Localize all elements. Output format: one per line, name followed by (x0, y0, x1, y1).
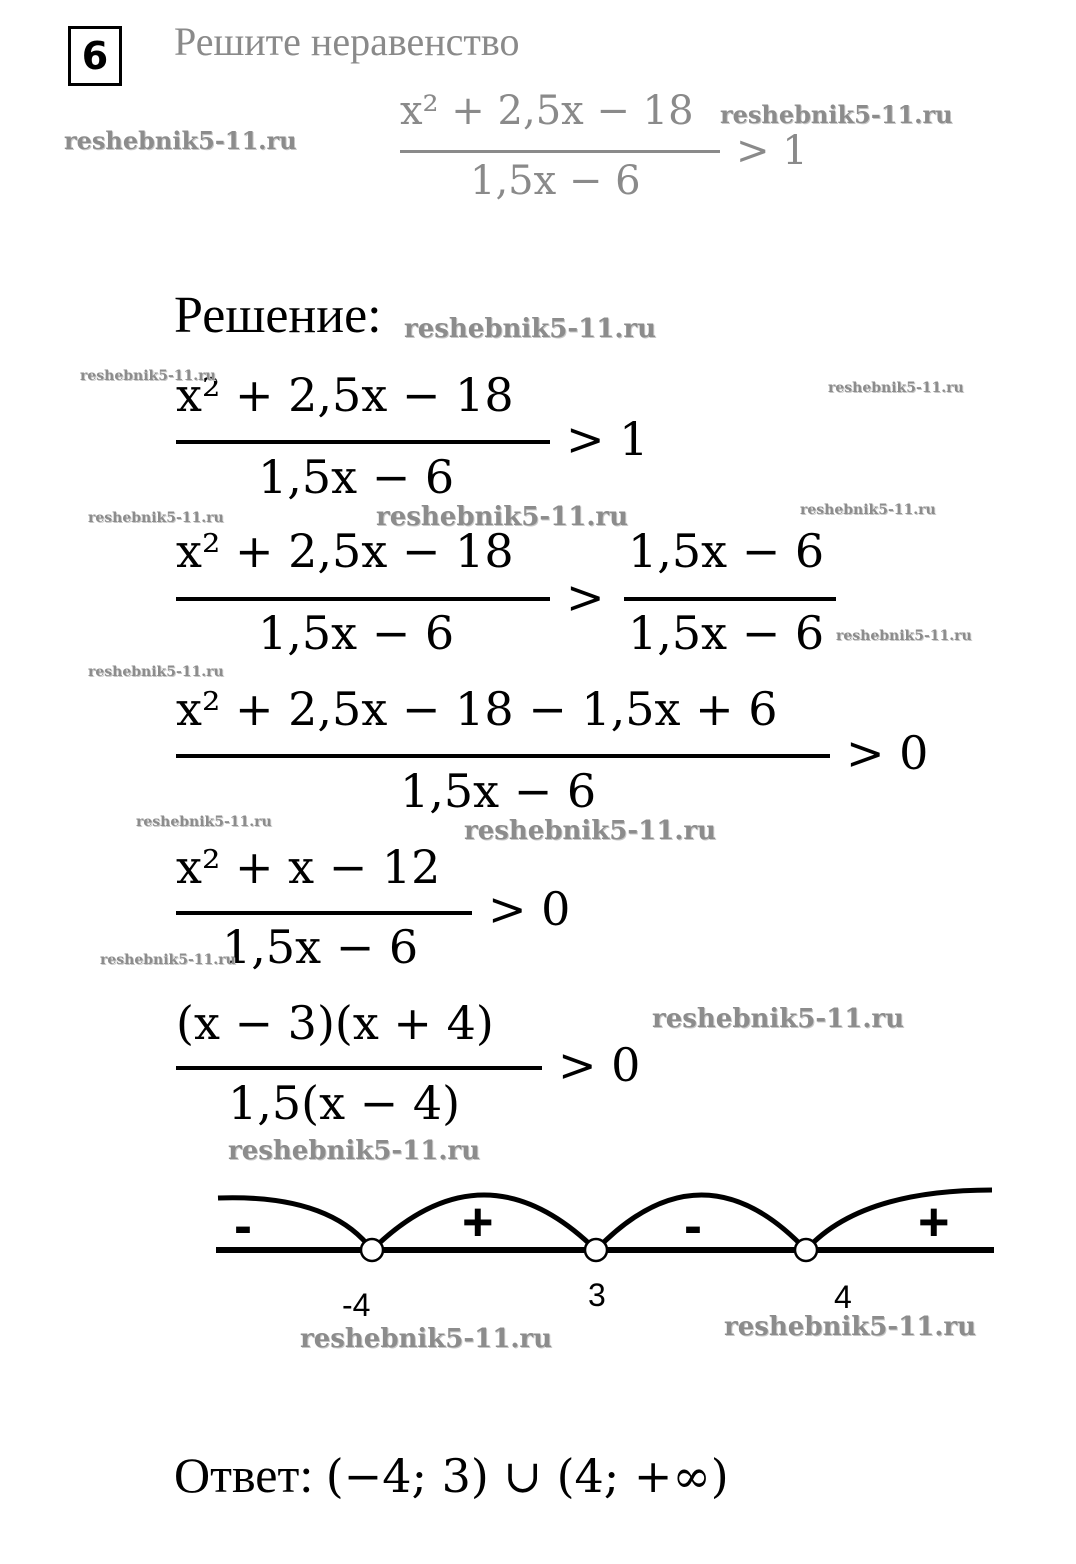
watermark: reshebnik5-11.ru (228, 1136, 481, 1166)
step4-numerator: x² + x − 12 (176, 840, 441, 894)
answer-line (174, 1446, 729, 1504)
step3-fraction-line (176, 754, 830, 758)
watermark: reshebnik5-11.ru (64, 126, 297, 155)
sign-arc-4 (806, 1190, 992, 1250)
step1-relation: > 1 (566, 412, 649, 466)
step5-numerator: (x − 3)(x + 4) (176, 996, 494, 1050)
step2-right-denominator: 1,5x − 6 (628, 606, 825, 660)
step4-relation: > 0 (488, 882, 571, 936)
watermark: reshebnik5-11.ru (300, 1324, 553, 1354)
point-open-3 (795, 1239, 817, 1261)
step1-numerator: x² + 2,5x − 18 (176, 368, 514, 422)
step1-fraction-line (176, 440, 550, 444)
step1-denominator: 1,5x − 6 (258, 450, 455, 504)
step4-fraction-line (176, 911, 472, 915)
step5-relation: > 0 (558, 1038, 641, 1092)
step3-denominator: 1,5x − 6 (400, 764, 597, 818)
sign-2: + (462, 1192, 494, 1252)
sign-3: - (684, 1196, 702, 1256)
task-number-box (68, 26, 122, 86)
sign-1: - (234, 1196, 252, 1256)
step2-relation: > (566, 570, 605, 624)
watermark: reshebnik5-11.ru (80, 368, 216, 384)
watermark: reshebnik5-11.ru (376, 502, 629, 532)
watermark: reshebnik5-11.ru (836, 628, 972, 644)
answer-value: (−4; 3) ∪ (4; +∞) (325, 1449, 729, 1503)
watermark: reshebnik5-11.ru (88, 510, 224, 526)
step2-right-numerator: 1,5x − 6 (628, 524, 825, 578)
point-open-2 (585, 1239, 607, 1261)
step3-numerator: x² + 2,5x − 18 − 1,5x + 6 (176, 682, 778, 736)
watermark: reshebnik5-11.ru (800, 502, 936, 518)
step2-fraction-line (176, 597, 550, 601)
step3-relation: > 0 (846, 726, 929, 780)
watermark: reshebnik5-11.ru (720, 100, 953, 129)
watermark: reshebnik5-11.ru (464, 816, 717, 846)
task-number: 6 (81, 34, 109, 78)
watermark: reshebnik5-11.ru (652, 1004, 905, 1034)
watermark: reshebnik5-11.ru (724, 1312, 977, 1342)
step2-numerator: x² + 2,5x − 18 (176, 524, 514, 578)
sign-4: + (918, 1192, 950, 1252)
step2-right-fraction-line (624, 597, 836, 601)
task-denominator: 1,5x − 6 (470, 158, 641, 204)
task-fraction-line (400, 150, 720, 153)
task-numerator: x² + 2,5x − 18 (400, 88, 694, 134)
point-label-1: -4 (342, 1287, 371, 1323)
watermark: reshebnik5-11.ru (404, 314, 657, 344)
watermark: reshebnik5-11.ru (136, 814, 272, 830)
watermark: reshebnik5-11.ru (100, 952, 236, 968)
point-label-2: 3 (588, 1277, 606, 1313)
answer-label: Ответ: (174, 1447, 314, 1503)
step4-denominator: 1,5x − 6 (222, 920, 419, 974)
step5-fraction-line (176, 1066, 542, 1070)
point-label-3: 4 (834, 1279, 852, 1315)
solution-heading: Решение: (174, 287, 382, 344)
watermark: reshebnik5-11.ru (828, 380, 964, 396)
task-relation: > 1 (736, 128, 808, 174)
watermark: reshebnik5-11.ru (88, 664, 224, 680)
step5-denominator: 1,5(x − 4) (228, 1076, 461, 1130)
point-open-1 (361, 1239, 383, 1261)
step2-denominator: 1,5x − 6 (258, 606, 455, 660)
task-title: Решите неравенство (174, 19, 520, 64)
